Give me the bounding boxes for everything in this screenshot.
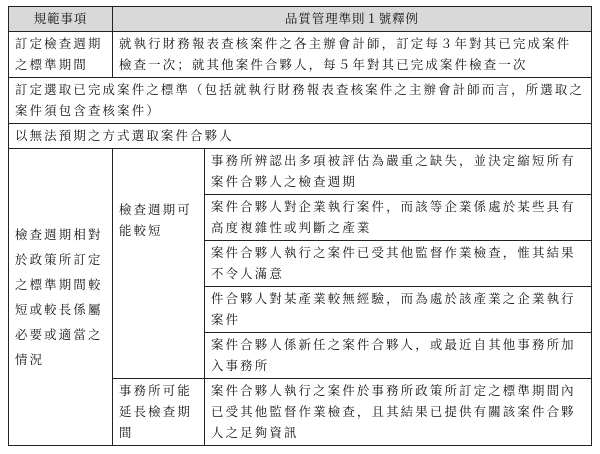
row3-text: 以無法預期之方式選取案件合夥人 [9,124,592,149]
header-row [9,7,592,32]
shorter-item-1: 事務所辨認出多項被評估為嚴重之缺失，並決定縮短所有案件合夥人之檢查週期 [205,149,592,195]
header-topic: 規範事項 [9,7,113,32]
shorter-item-4: 件合夥人對某產業較無經驗，而為處於該產業之企業執行案件 [205,287,592,333]
shorter-item-3: 案件合夥人執行之案件已受其他監督作業檢查，惟其結果不令人滿意 [205,241,592,287]
shorter-item-2: 案件合夥人對企業執行案件，而該等企業係處於某些具有高度複雜性或判斷之產業 [205,195,592,241]
header-example: 品質管理準則１號釋例 [113,7,592,32]
table-row [9,124,592,149]
longer-label: 事務所可能延長檢查期間 [113,379,205,446]
row1-example: 就執行財務報表查核案件之各主辦會計師，訂定每３年對其已完成案件檢查一次；就其他案件合夥人，每５年對其已完成案件檢查一次 [113,32,592,78]
shorter-item-5: 案件合夥人係新任之案件合夥人，或最近自其他事務所加入事務所 [205,333,592,379]
quality-management-table [8,6,592,446]
longer-item-1: 案件合夥人執行之案件於事務所政策所訂定之標準期間內已受其他監督作業檢查，且其結果已提供有關該案件合夥人之足夠資訊 [205,379,592,446]
table-row [9,149,592,195]
row2-text: 訂定選取已完成案件之標準（包括就執行財務報表查核案件之主辦會計師而言，所選取之案件須包含查核案件） [9,78,592,124]
table-row [9,32,592,78]
table-row [9,78,592,124]
shorter-label: 檢查週期可能較短 [113,149,205,379]
row1-topic: 訂定檢查週期之標準期間 [9,32,113,78]
row4-topic: 檢查週期相對於政策所訂定之標準期間較短或較長係屬必要或適當之情況 [9,149,113,446]
